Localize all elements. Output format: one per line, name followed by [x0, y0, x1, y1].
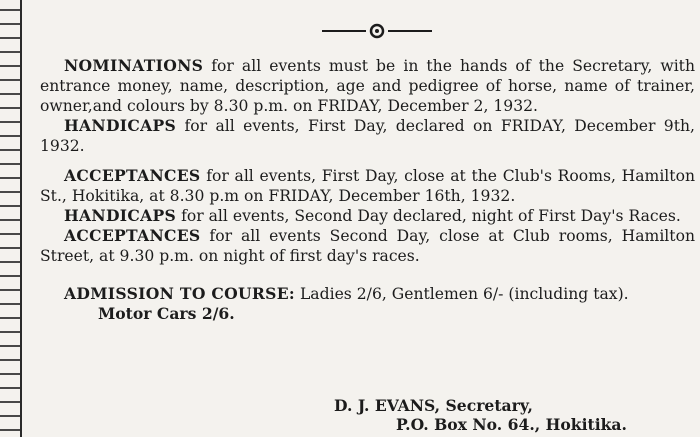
acceptances-first-day-paragraph [40, 166, 695, 206]
left-border-pattern [0, 0, 20, 437]
motor-cars-line: Motor Cars 2/6. [98, 304, 235, 323]
acceptances-second-text: for all events Second Day, close at Club rooms, Hamilton Street, at 9.30 p.m. on night of first day's races. [40, 227, 695, 265]
acceptances-second-heading: ACCEPTANCES [64, 226, 201, 245]
nominations-text: for all events must be in the hands of the Secretary, with entrance money, name, description, age and pedigree of horse, name of trainer, owner,and colours by 8.30 p.m. on FRIDAY, December 2, 1932. [40, 57, 695, 115]
nominations-paragraph [40, 56, 695, 116]
handicaps-second-day-paragraph [40, 206, 695, 226]
handicaps-first-day-paragraph [40, 116, 695, 156]
acceptances-first-heading: ACCEPTANCES [64, 166, 201, 185]
handicaps-second-heading: HANDICAPS [64, 206, 177, 225]
advertisement-body [40, 56, 695, 324]
nominations-heading: NOMINATIONS [64, 56, 204, 75]
handicaps-first-text: for all events, First Day, declared on FRIDAY, December 9th, 1932. [40, 117, 695, 155]
secretary-signature: D. J. EVANS, Secretary, [334, 396, 533, 415]
admission-text: Ladies 2/6, Gentlemen 6/- (including tax). [295, 285, 629, 303]
admission-paragraph [40, 284, 695, 304]
rule-with-circle-icon [322, 22, 432, 40]
acceptances-first-text: for all events, First Day, close at the Club's Rooms, Hamilton St., Hokitika, at 8.30 p.m on FRIDAY, December 16th, 1932. [40, 167, 695, 205]
acceptances-second-day-paragraph [40, 226, 695, 266]
handicaps-first-heading: HANDICAPS [64, 116, 177, 135]
admission-heading: ADMISSION TO COURSE: [64, 284, 295, 303]
secretary-address: P.O. Box No. 64., Hokitika. [396, 415, 627, 434]
left-border-rule [20, 0, 22, 437]
handicaps-second-text: for all events, Second Day declared, night of First Day's Races. [176, 207, 681, 225]
